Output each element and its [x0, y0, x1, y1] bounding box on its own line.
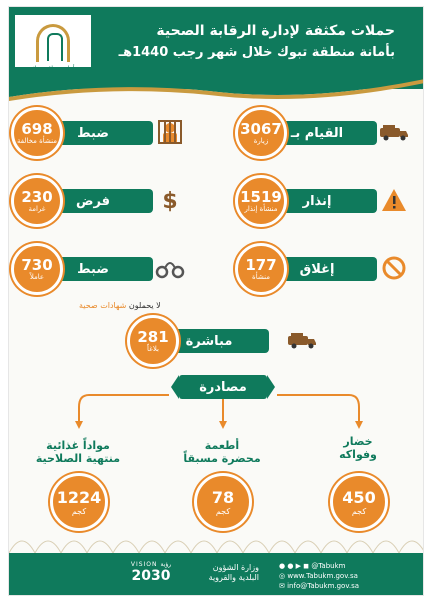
- stat-circle: [235, 175, 287, 227]
- no-entry-icon: [379, 253, 409, 283]
- stat-warnings: [235, 171, 413, 231]
- website-link[interactable]: ◎ www.Tabukm.gov.sa: [279, 572, 358, 580]
- warning-icon: [379, 185, 409, 215]
- note-highlight: شهادات صحية: [79, 301, 127, 310]
- contact-info: [279, 561, 359, 591]
- stat-visits: [235, 103, 413, 163]
- note-prefix: لا يحملون: [128, 301, 161, 310]
- category-label-line2: منتهية الصلاحية: [35, 452, 121, 465]
- jail-icon: [155, 117, 185, 147]
- stat-circle: [11, 243, 63, 295]
- category-label-line2: وفواكه: [339, 448, 377, 461]
- amount-circle-vegetables-fruits: [330, 473, 388, 531]
- stat-label: إغلاق: [257, 257, 377, 281]
- category-label-line2: محضرة مسبقاً: [183, 452, 261, 465]
- amount-circle-prepared-food: [194, 473, 252, 531]
- amount-unit: كجم: [215, 506, 231, 516]
- header-wave-decoration: [9, 67, 424, 107]
- social-handle[interactable]: ● ● ▶ ◼ @Tabukm: [279, 562, 346, 570]
- category-label-line1: مواداً غذائية: [46, 439, 110, 452]
- amount-value: 450: [342, 487, 376, 507]
- email-link[interactable]: ✉ info@Tabukm.gov.sa: [279, 582, 360, 590]
- stat-value: 730: [21, 256, 53, 274]
- ministry-line1: وزارة الشؤون: [212, 563, 259, 572]
- stat-circle: [11, 175, 63, 227]
- stat-circle: [235, 243, 287, 295]
- stat-unit: بلاغاً: [147, 345, 159, 353]
- category-label-line1: أطعمة: [204, 439, 240, 452]
- stat-unit: عاملاً: [29, 273, 45, 281]
- stat-value: 1519: [240, 188, 282, 206]
- amount-circle-expired-food: [50, 473, 108, 531]
- page-title-line2: بأمانة منطقة تبوك خلال شهر رجب 1440هـ: [118, 45, 395, 60]
- mail-icon: ✉: [279, 582, 288, 590]
- stat-unit: منشأة مخالفة: [17, 137, 57, 145]
- stat-unit: منشأة إنذار: [244, 205, 278, 213]
- logo-arch-icon: [36, 24, 70, 62]
- amount-value: 1224: [56, 487, 102, 507]
- stat-reports: [127, 311, 317, 371]
- footer-arch-pattern: [9, 525, 424, 553]
- stat-label: مباشرة: [149, 329, 269, 353]
- stat-unit: زيارة: [253, 137, 269, 145]
- health-certificate-note: [79, 301, 161, 310]
- dollar-icon: [155, 185, 185, 215]
- stat-unit: منشأة: [252, 273, 270, 281]
- category-vegetables-fruits: [303, 435, 413, 461]
- stat-value: 281: [137, 328, 169, 346]
- vision-2030-logo: [121, 561, 181, 584]
- stat-value: 698: [21, 120, 53, 138]
- stat-circle: [235, 107, 287, 159]
- vision-year: 2030: [131, 568, 171, 584]
- social-icons: ● ● ▶ ◼: [279, 562, 312, 570]
- ministry-logo-text: [189, 563, 259, 583]
- amount-unit: كجم: [71, 506, 87, 516]
- amount-unit: كجم: [351, 506, 367, 516]
- confiscation-connector-lines: [9, 385, 424, 431]
- stat-violations: [11, 103, 189, 163]
- handcuffs-icon: [155, 253, 185, 283]
- stat-label: القيام بـ: [257, 121, 377, 145]
- ministry-line2: البلدية والقروية: [208, 573, 259, 582]
- stat-value: 3067: [240, 120, 282, 138]
- truck-icon: [379, 117, 409, 147]
- footer-bar: [9, 553, 424, 596]
- stat-value: 230: [21, 188, 53, 206]
- category-label-line1: خضار: [343, 435, 373, 448]
- globe-icon: ◎: [279, 572, 288, 580]
- stat-label: ضبط: [33, 257, 153, 281]
- amount-value: 78: [211, 487, 235, 507]
- stat-label: إنذار: [257, 189, 377, 213]
- stat-circle: [127, 315, 179, 367]
- stat-circle: [11, 107, 63, 159]
- stat-closures: [235, 239, 413, 299]
- stat-label: ضبط: [33, 121, 153, 145]
- infographic-page: [8, 6, 424, 596]
- page-title-line1: حملات مكثفة لإدارة الرقابة الصحية: [156, 23, 395, 39]
- stat-fines: [11, 171, 189, 231]
- stat-unit: غرامة: [28, 205, 46, 213]
- stat-label: فرض: [33, 189, 153, 213]
- vision-label: VISION رؤية: [130, 561, 172, 568]
- stat-value: 177: [245, 256, 277, 274]
- confiscation-title: مصادرة: [179, 375, 267, 399]
- truck-icon: [287, 325, 317, 355]
- category-expired-food: [23, 439, 133, 465]
- category-prepared-food: [167, 439, 277, 465]
- svg-text:$: $: [162, 189, 178, 213]
- stat-workers: [11, 239, 189, 299]
